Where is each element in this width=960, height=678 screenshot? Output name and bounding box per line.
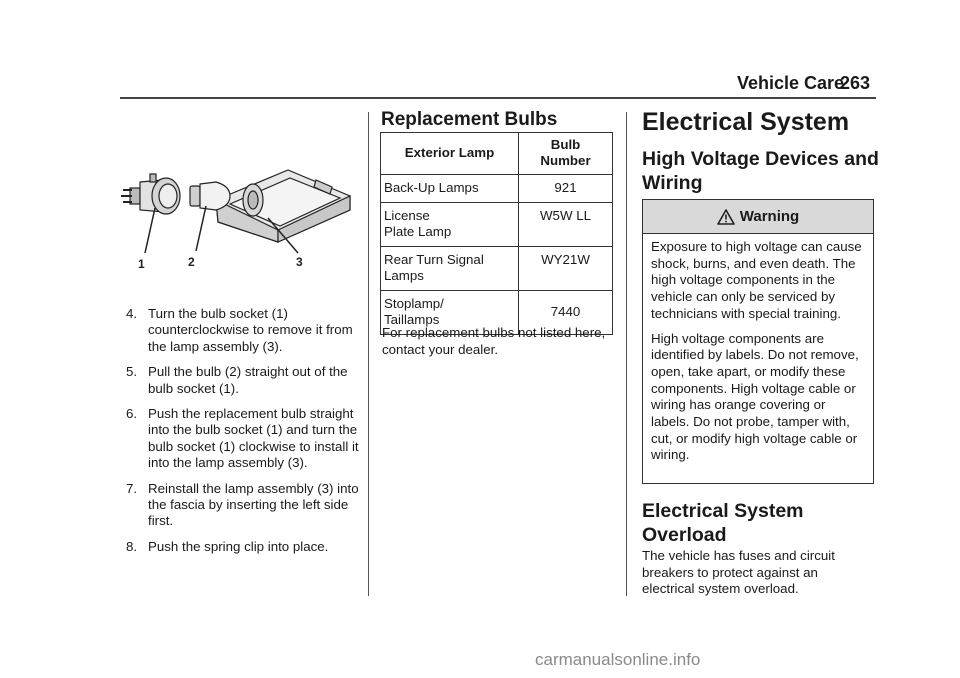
lamp-cell: Stoplamp/ Taillamps [381, 291, 519, 335]
bulb-number-cell: 921 [519, 175, 613, 203]
lamp-cell: Rear Turn Signal Lamps [381, 247, 519, 291]
step-item: 4. Turn the bulb socket (1) counterclockwise to remove it from the lamp assembly (3). [126, 306, 353, 354]
bulb-number-cell: WY21W [519, 247, 613, 291]
watermark: carmanualsonline.info [535, 650, 701, 669]
warning-title: Warning [739, 208, 800, 225]
bulb-socket-drawing [121, 174, 180, 214]
warning-paragraph: Exposure to high voltage can cause shock, burns, and even death. The high voltage components in the vehicle can only be serviced by technicians with special training. [651, 239, 862, 321]
replacement-note: For replacement bulbs not listed here, contact your dealer. [382, 325, 606, 357]
page-number: 263 [840, 73, 871, 93]
table-row [381, 247, 613, 291]
license-lamp-illustration [118, 150, 363, 280]
procedure-steps [126, 306, 362, 564]
lamp-assembly-drawing [216, 170, 350, 242]
table-row [381, 175, 613, 203]
warning-paragraph: High voltage components are identified by labels. Do not remove, open, take apart, or modify these components. High voltage cable or wiring has orange covering or labels. Do not probe, tamper with, cut, or modify high voltage cable or wiring. [651, 330, 859, 463]
bulb-drawing [190, 182, 230, 210]
callout-2: 2 [188, 255, 195, 269]
replacement-bulbs-table [380, 132, 613, 335]
step-item: 8. Push the spring clip into place. [126, 538, 329, 554]
callout-3: 3 [296, 255, 303, 269]
bulb-number-cell: W5W LL [519, 203, 613, 247]
column-divider-right [626, 112, 627, 596]
lamp-cell: Back-Up Lamps [381, 175, 519, 203]
column-header-exterior-lamp: Exterior Lamp [381, 133, 519, 175]
table-header-row [381, 133, 613, 175]
callout-1: 1 [138, 257, 145, 271]
lamp-cell: License Plate Lamp [381, 203, 519, 247]
step-item: 6. Push the replacement bulb straight into the bulb socket (1) and turn the bulb socket (1) clockwise to install it into the lamp assembly (3). [126, 406, 359, 471]
step-item: 7. Reinstall the lamp assembly (3) into the fascia by inserting the left side first. [126, 480, 359, 529]
warning-triangle-icon [717, 209, 735, 225]
header-divider [120, 97, 876, 99]
high-voltage-heading: High Voltage Devices and Wiring [642, 148, 879, 194]
table-row [381, 203, 613, 247]
bulb-number-cell: 7440 [519, 291, 613, 335]
column-header-bulb-number: Bulb Number [519, 133, 613, 175]
overload-paragraph: The vehicle has fuses and circuit breakers to protect against an electrical system overload. [642, 548, 835, 596]
section-title: Vehicle Care [737, 73, 845, 93]
overload-heading: Electrical System Overload [642, 500, 804, 546]
warning-box [642, 199, 874, 484]
warning-body [643, 234, 873, 464]
electrical-system-heading: Electrical System [642, 108, 850, 136]
column-divider-left [368, 112, 369, 596]
warning-header [643, 200, 873, 234]
step-item: 5. Pull the bulb (2) straight out of the bulb socket (1). [126, 364, 348, 396]
replacement-bulbs-heading: Replacement Bulbs [381, 109, 558, 130]
